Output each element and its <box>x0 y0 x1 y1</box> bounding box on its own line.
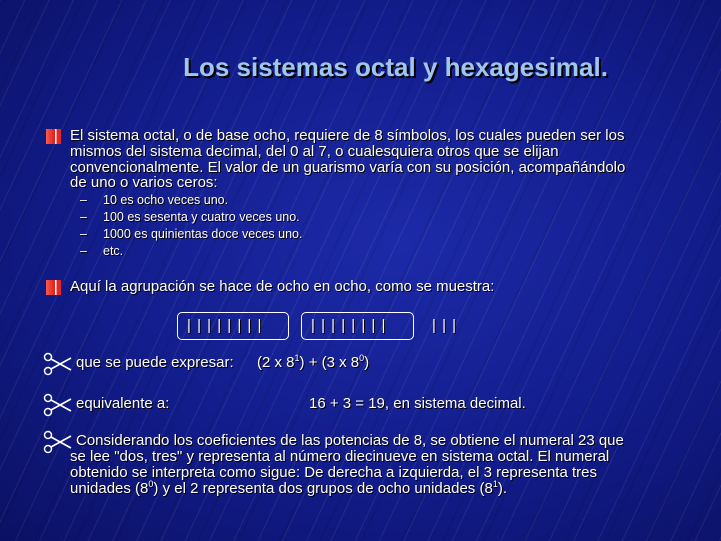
paragraph-line: convencionalmente. El valor de un guarismo varía con su posición, acompañándolo <box>70 159 626 176</box>
paragraph-line: obtenido se interpreta como sigue: De derecha a izquierda, el 3 representa tres <box>70 464 597 481</box>
tally-group: | | | | | | | | <box>187 317 263 334</box>
equivalence-value: 16 + 3 = 19, en sistema decimal. <box>309 395 526 412</box>
list-item-text: 100 es sesenta y cuatro veces uno. <box>103 210 300 224</box>
square-bullet-icon <box>46 129 61 144</box>
dash-icon: – <box>80 210 87 224</box>
equivalence-label: equivalente a: <box>76 395 170 412</box>
paragraph-line: se lee "dos, tres" y representa al número diecinueve en sistema octal. El numeral <box>70 448 610 465</box>
dash-icon: – <box>80 193 87 207</box>
tally-group: | | | | | | | | <box>311 317 387 334</box>
expression-value: (2 x $8^1) + (3$ x $8^0$) <box>257 353 370 371</box>
paragraph-line: unidades $(8^0)$ y el 2 representa dos grupos de ocho unidades $(8^1)$. <box>70 479 507 497</box>
paragraph-line: Considerando los coeficientes de las potencias de 8, se obtiene el numeral 23 que <box>76 432 624 449</box>
scissors-icon <box>43 430 73 454</box>
square-bullet-icon <box>46 280 61 295</box>
expression-label: que se puede expresar: <box>76 354 234 371</box>
list-item-text: etc. <box>103 244 124 258</box>
paragraph-line: El sistema octal, o de base ocho, requiere de 8 símbolos, los cuales pueden ser los <box>70 127 625 144</box>
list-item-text: 10 es ocho veces uno. <box>103 193 229 207</box>
paragraph-line: mismos del sistema decimal, del 0 al 7, o cualesquiera otros que se elijan <box>70 143 559 160</box>
list-item-text: 1000 es quinientas doce veces uno. <box>103 227 303 241</box>
scissors-icon <box>43 393 73 417</box>
dash-icon: – <box>80 227 87 241</box>
scissors-icon <box>43 352 73 376</box>
paragraph-line: de uno o varios ceros: <box>70 174 218 191</box>
tally-remainder: | | | <box>432 317 458 334</box>
dash-icon: – <box>80 244 87 258</box>
slide-title: Los sistemas octal y hexagesimal. <box>183 52 608 82</box>
paragraph-grouping: Aquí la agrupación se hace de ocho en ocho, como se muestra: <box>70 278 495 295</box>
